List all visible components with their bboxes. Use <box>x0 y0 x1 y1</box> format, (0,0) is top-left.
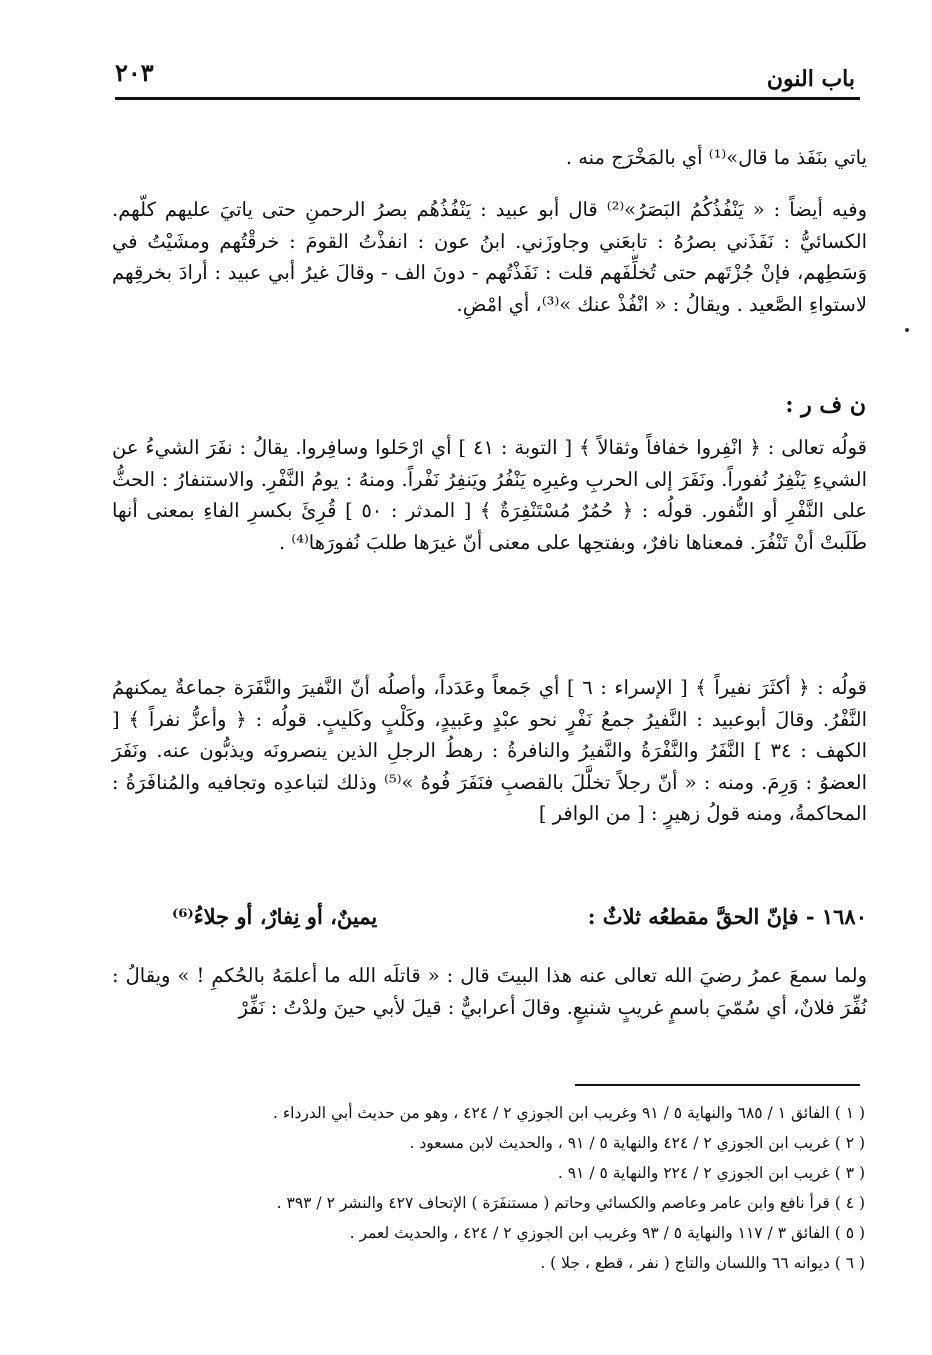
paragraph-3: قولُه تعالى : ﴿ انْفِروا خفافاً وثقالاً ﴾ [ التوبة : ٤١ ] أي ارْحَلوا وسافِروا. يقالُ : نفَرَ الشيءُ عن الشيءِ يَنْفِرُ نُفوراً. ونَفَرَ إلى الحربِ وغيرِه يَنْفُرُ ويَنفِرُ نَفْراً. ومنهُ : يومُ النَّفْرِ. والاستنفارُ : الحثُّ على النَّفْرِ أو النُّفور. قولُه : ﴿ حُمُرٌ مُسْتَنْفِرَةٌ ﴾ [ المدثر : ٥٠ ] قُرِئَ بكسرِ الفاءِ بمعنى أنها طَلَبتْ أنْ تَنْفُرَ. فمعناها نافرٌ، وبفتحِها على معنى أنّ غيرَها طلبَ نُفورَها⁽⁴⁾ . <box>112 436 867 554</box>
paragraph-1: ياتي بنَفَذ ما قال»⁽¹⁾ أي بالمَخْرَج منه . <box>565 146 867 169</box>
footnotes-list <box>130 1098 865 1278</box>
footnote-4: ( ٤ ) قرأ نافع وابن عامر وعاصم والكسائي وحاتم ( مستنفَرَة ) الإتحاف ٤٢٧ والنشر ٢ / ٣٩٣ . <box>276 1194 865 1212</box>
footnote-1: ( ١ ) الفائق ١ / ٦٨٥ والنهاية ٥ / ٩١ وغريب ابن الجوزي ٢ / ٤٢٤ ، وهو من حديث أبي الدرداء . <box>273 1104 865 1122</box>
verse-first-hemistich: ١٦٨٠ - فإنّ الحقَّ مقطعُه ثلاثٌ : <box>587 904 867 929</box>
header-divider <box>115 97 860 100</box>
paragraph-5: ولما سمعَ عمرُ رضيَ الله تعالى عنه هذا البيتَ قال : « قاتلَه الله ما أعلمَهُ بالحُكمِ ! » ويقالُ : نُفِّرَ فلانٌ، أي سُمّيَ باسمٍ غريبٍ شنيعٍ. وقالَ أعرابيٌّ : قيلَ لأبي حينَ ولدْتُ : نَفِّرْ <box>112 964 867 1019</box>
margin-speck <box>905 328 909 332</box>
footnote-3: ( ٣ ) غريب ابن الجوزي ٢ / ٢٢٤ والنهاية ٥ / ٩١ . <box>557 1164 865 1182</box>
footnote-divider <box>575 1084 860 1086</box>
paragraph-2: وفيه أيضاً : « يَنْفُذُكُمُ البَصَرُ»⁽²⁾ قال أبو عبيد : يَنْفُذُهُم بصرُ الرحمنِ حتى ياتيَ عليهم كلّهم. الكسائيُّ : نَفَذَني بصرُهُ : تابعَني وجاوزَني. ابنُ عون : انفذْتُ القومَ : خرقْتُهم ومشَيْتُ في وَسَطِهم، فإنْ جُزْتَهم حتى تُخلِّفَهم قلت : نَفَذْتُهم - دونَ الف - وقالَ غيرُ أبي عبيد : أرادَ بخرقِهم لاستواءِ الصَّعيد . ويقالُ : « انْفُذْ عنك »⁽³⁾، أي امْضِ. <box>112 198 867 316</box>
footnote-6: ( ٦ ) ديوانه ٦٦ واللسان والتاج ( نفر ، قطع ، جلا ) . <box>540 1254 865 1272</box>
verse-second-hemistich: يمينٌ، أو نِفارٌ، أو جلاءُ⁽⁶⁾ <box>172 904 378 929</box>
page-number: ٢٠٣ <box>115 58 154 87</box>
section-heading: ن ف ر : <box>785 392 866 418</box>
footnote-5: ( ٥ ) الفائق ٣ / ١١٧ والنهاية ٥ / ٩٣ وغريب ابن الجوزي ٢ / ٤٢٤ ، والحديث لعمر . <box>349 1224 865 1242</box>
chapter-title: باب النون <box>766 66 855 92</box>
paragraph-4: قولُه : ﴿ أكثَرَ نفيراً ﴾ [ الإسراء : ٦ ] أي جَمعاً وعَدَداً، وأصلُه أنّ النَّفيرَ والنَّفَرَة جماعةٌ يمكنهمُ النَّفْرُ. وقالَ أبوعبيد : النَّفيرُ جمعُ نَفْرٍ نحو عبْدٍ وعَبيدٍ، وكَلْبٍ وكَليبٍ. قولُه : ﴿ وأعزُّ نفراً ﴾ [ الكهف : ٣٤ ] النَّفَرُ والنَّفْرَةُ والنَّفيرُ والنافرةُ : رهطُ الرجلِ الذين ينصرونَه ويذبُّون عنه. ونَفَرَ العضوُ : وَرِمَ. ومنه : « أنّ رجلاً تخلَّلَ بالقصبِ فنَفَرَ فُوهُ »⁽⁵⁾ وذلك لتباعدِه وتجافيه والمُنافَرَةُ : المحاكمةُ، ومنه قولُ زهيرٍ : [ من الوافر ] <box>112 676 868 825</box>
footnote-2: ( ٢ ) غريب ابن الجوزي ٢ / ٤٢٤ والنهاية ٥ / ٩١ ، والحديث لابن مسعود . <box>409 1134 865 1152</box>
running-header <box>115 58 855 96</box>
